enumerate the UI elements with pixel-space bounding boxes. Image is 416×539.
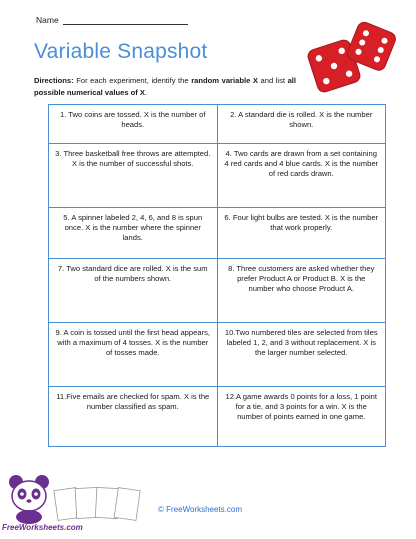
name-line[interactable] bbox=[63, 15, 188, 25]
directions-bold-1: random variable X bbox=[191, 76, 258, 85]
page-title: Variable Snapshot bbox=[34, 40, 208, 63]
directions-text-2: and list bbox=[257, 76, 288, 85]
dice-icon bbox=[304, 20, 396, 100]
directions bbox=[34, 75, 296, 98]
worksheet-thumbnails bbox=[52, 483, 142, 523]
name-field bbox=[36, 15, 188, 25]
problem-cell: 7. Two standard dice are rolled. X is the sum of the numbers shown. bbox=[49, 259, 218, 323]
site-logo-text: FreeWorksheets.com bbox=[2, 523, 83, 532]
problem-cell: 12.A game awards 0 points for a loss, 1 point for a tie, and 3 points for a win. X is the number of points earned in one game. bbox=[217, 387, 386, 447]
problem-cell: 2. A standard die is rolled. X is the number shown. bbox=[217, 105, 386, 144]
problem-cell: 1. Two coins are tossed. X is the number of heads. bbox=[49, 105, 218, 144]
directions-label: Directions: bbox=[34, 76, 74, 85]
problem-grid bbox=[48, 104, 386, 447]
problem-cell: 11.Five emails are checked for spam. X is the number classified as spam. bbox=[49, 387, 218, 447]
panda-icon bbox=[4, 470, 54, 525]
directions-bold-2: all possible numerical values of X bbox=[34, 76, 297, 97]
problem-cell: 9. A coin is tossed until the first head appears, with a maximum of 4 tosses. X is the number of tosses made. bbox=[49, 323, 218, 387]
directions-text-3: . bbox=[145, 87, 148, 97]
name-label: Name bbox=[36, 15, 59, 25]
problem-cell: 8. Three customers are asked whether they prefer Product A or Product B. X is the number who choose Product A. bbox=[217, 259, 386, 323]
problem-cell: 4. Two cards are drawn from a set containing 4 red cards and 4 blue cards. X is the number of red cards drawn. bbox=[217, 144, 386, 208]
directions-text-1: For each experiment, identify the bbox=[73, 76, 192, 85]
problem-cell: 6. Four light bulbs are tested. X is the number that work properly. bbox=[217, 208, 386, 259]
problem-cell: 3. Three basketball free throws are attempted. X is the number of successful shots. bbox=[49, 144, 218, 208]
problem-cell: 10.Two numbered tiles are selected from tiles labeled 1, 2, and 3 without replacement. X is the larger number selected. bbox=[217, 323, 386, 387]
footer-link[interactable]: © FreeWorksheets.com bbox=[158, 505, 242, 514]
problem-cell: 5. A spinner labeled 2, 4, 6, and 8 is spun once. X is the number where the spinner lands. bbox=[49, 208, 218, 259]
